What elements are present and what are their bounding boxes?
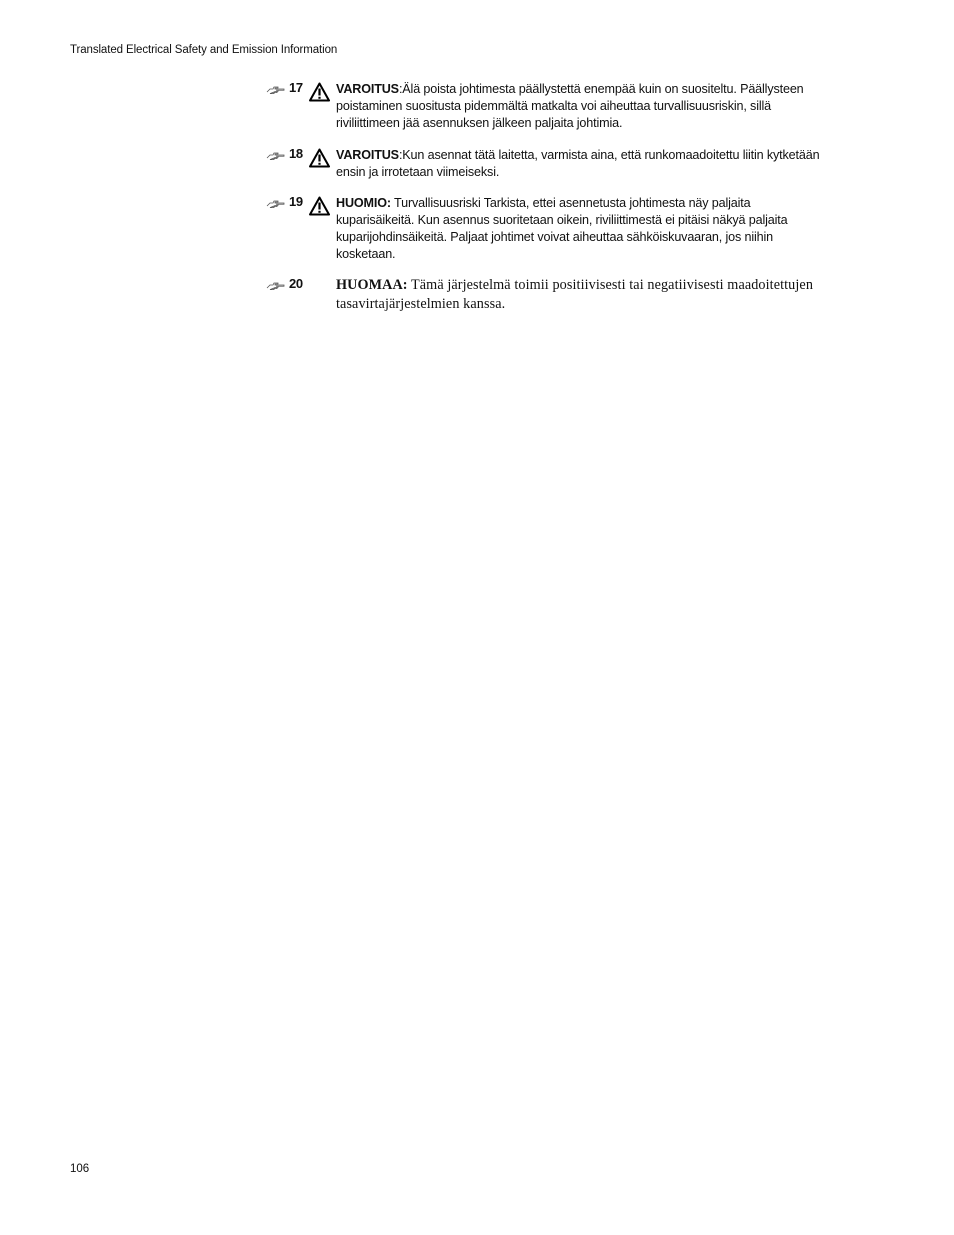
warning-triangle-icon	[309, 82, 330, 102]
statement-keyword: VAROITUS	[336, 82, 399, 96]
statement-text	[336, 276, 831, 314]
statement-keyword: VAROITUS	[336, 148, 399, 162]
statement-body: Kun asennat tätä laitetta, varmista aina, että runkomaadoitettu liitin kytketään ensin ja irrotetaan viimeiseksi.	[336, 148, 820, 179]
warning-triangle-icon	[309, 148, 330, 168]
statement-text: VAROITUS:Kun asennat tätä laitetta, varmista aina, että runkomaadoitettu liitin kytketään ensin ja irrotetaan viimeiseksi.	[336, 148, 820, 179]
warning-triangle-icon	[309, 196, 330, 216]
statement-body: Älä poista johtimesta päällystettä enempää kuin on suositeltu. Päällysteen poistaminen suositusta pidemmältä matkalta voi aiheuttaa turvallisuusriskin, sillä riviliittimeen jää asennuksen jälkeen paljaita johtimia.	[336, 82, 804, 130]
pointing-hand-icon	[266, 197, 286, 209]
page-number: 106	[70, 1163, 90, 1175]
statement-marker	[266, 147, 306, 165]
statement-keyword: HUOMIO:	[336, 196, 391, 210]
statement-marker	[266, 81, 306, 99]
statement-number: 17	[289, 80, 303, 95]
statement-body: Tämä järjestelmä toimii positiivisesti tai negatiivisesti maadoitettujen tasavirtajärjestelmien kanssa.	[336, 277, 814, 312]
pointing-hand-icon	[266, 83, 286, 95]
statement-text	[336, 195, 831, 263]
statement-text: VAROITUS:Älä poista johtimesta päällystettä enempää kuin on suositeltu. Päällysteen poistaminen suositusta pidemmältä matkalta voi aiheuttaa turvallisuusriskin, sillä riviliittimeen jää asennuksen jälkeen paljaita johtimia.	[336, 82, 804, 130]
pointing-hand-icon	[266, 279, 286, 291]
statement-body: Turvallisuusriski Tarkista, ettei asennetusta johtimesta näy paljaita kuparisäikeitä. Kun asennus suoritetaan oikein, riviliittimestä ei pitäisi näkyä paljaita kuparijohdinsäikeitä. Paljaat johtimet voivat aiheuttaa sähköiskuvaaran, jos niihin kosketaan.	[336, 196, 788, 261]
statement-number: 19	[289, 194, 303, 209]
statement-number: 20	[289, 276, 303, 291]
running-header: Translated Electrical Safety and Emission Information	[70, 44, 338, 56]
statement-marker	[266, 195, 306, 213]
statement-marker	[266, 277, 306, 295]
statement-keyword: HUOMAA:	[336, 277, 408, 293]
pointing-hand-icon	[266, 149, 286, 161]
statement-number: 18	[289, 146, 303, 161]
